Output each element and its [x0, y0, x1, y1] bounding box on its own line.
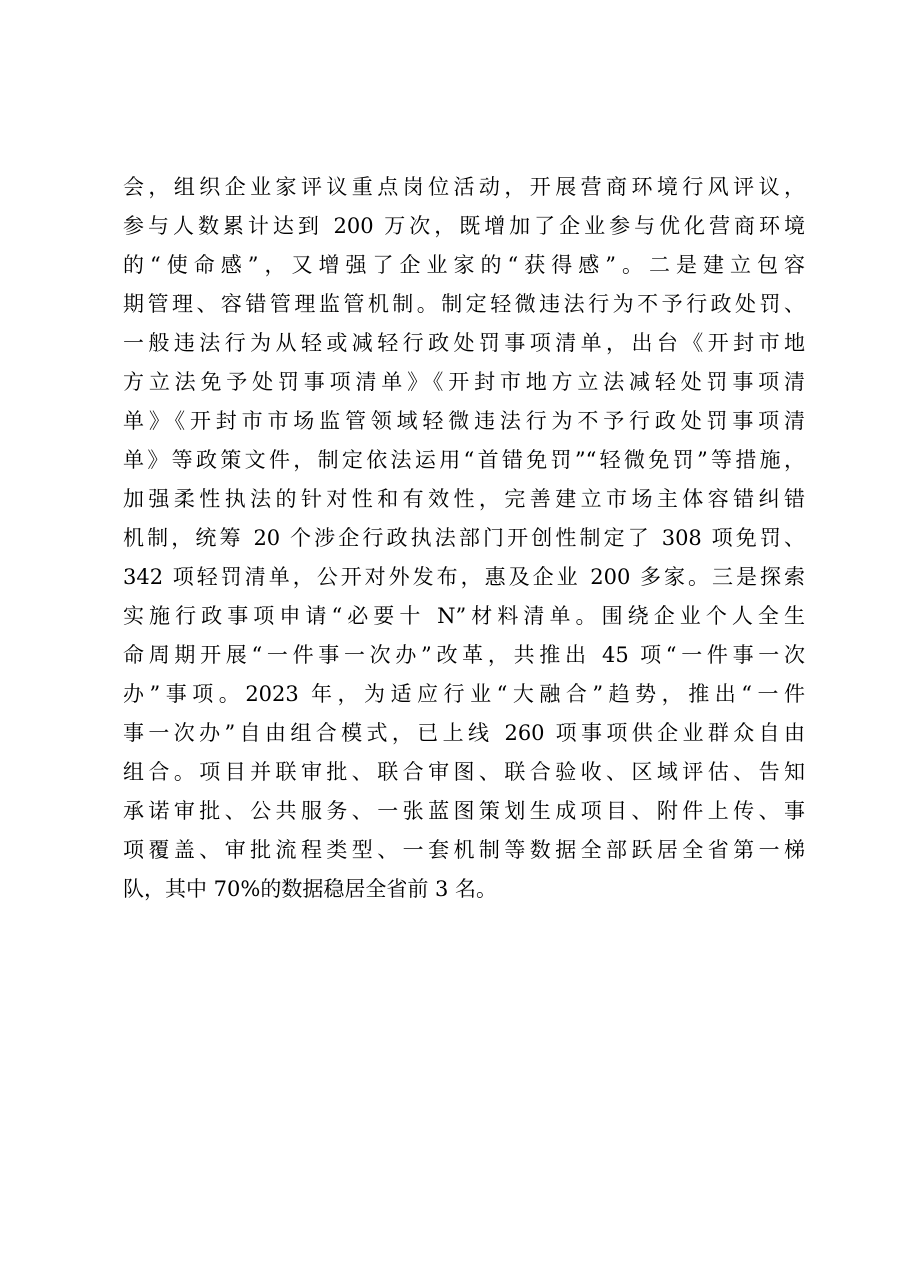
text-line: 队，其中 70%的数据稳居全省前 3 名。	[123, 877, 498, 901]
text-line: 342 项轻罚清单，公开对外发布，惠及企业 200 多家。三是探索	[123, 565, 805, 589]
text-line: 组合。项目并联审批、联合审图、联合验收、区域评估、告知	[123, 760, 805, 784]
text-line: 实施行政事项申请“必要十 N”材料清单。围绕企业个人全生	[123, 604, 805, 628]
text-line: 方立法免予处罚事项清单》《开封市地方立法减轻处罚事项清	[123, 370, 805, 394]
text-line: 会，组织企业家评议重点岗位活动，开展营商环境行风评议，	[123, 175, 805, 199]
text-line: 单》等政策文件，制定依法运用“首错免罚”“轻微免罚”等措施，	[123, 448, 805, 472]
text-line: 的“使命感”，又增强了企业家的“获得感”。二是建立包容	[123, 253, 805, 277]
text-line: 办”事项。2023 年，为适应行业“大融合”趋势，推出“一件	[123, 682, 805, 706]
text-line: 单》《开封市市场监管领域轻微违法行为不予行政处罚事项清	[123, 409, 805, 433]
text-line: 项覆盖、审批流程类型、一套机制等数据全部跃居全省第一梯	[123, 838, 805, 862]
text-line: 承诺审批、公共服务、一张蓝图策划生成项目、附件上传、事	[123, 799, 805, 823]
text-line: 事一次办”自由组合模式，已上线 260 项事项供企业群众自由	[123, 721, 805, 745]
text-line: 加强柔性执法的针对性和有效性，完善建立市场主体容错纠错	[123, 487, 805, 511]
text-line: 一般违法行为从轻或减轻行政处罚事项清单，出台《开封市地	[123, 331, 805, 355]
body-paragraph	[123, 168, 805, 909]
text-line: 机制，统筹 20 个涉企行政执法部门开创性制定了 308 项免罚、	[123, 526, 805, 550]
text-line: 期管理、容错管理监管机制。制定轻微违法行为不予行政处罚、	[123, 292, 805, 316]
text-line: 参与人数累计达到 200 万次，既增加了企业参与优化营商环境	[123, 214, 805, 238]
text-line: 命周期开展“一件事一次办”改革，共推出 45 项“一件事一次	[123, 643, 805, 667]
